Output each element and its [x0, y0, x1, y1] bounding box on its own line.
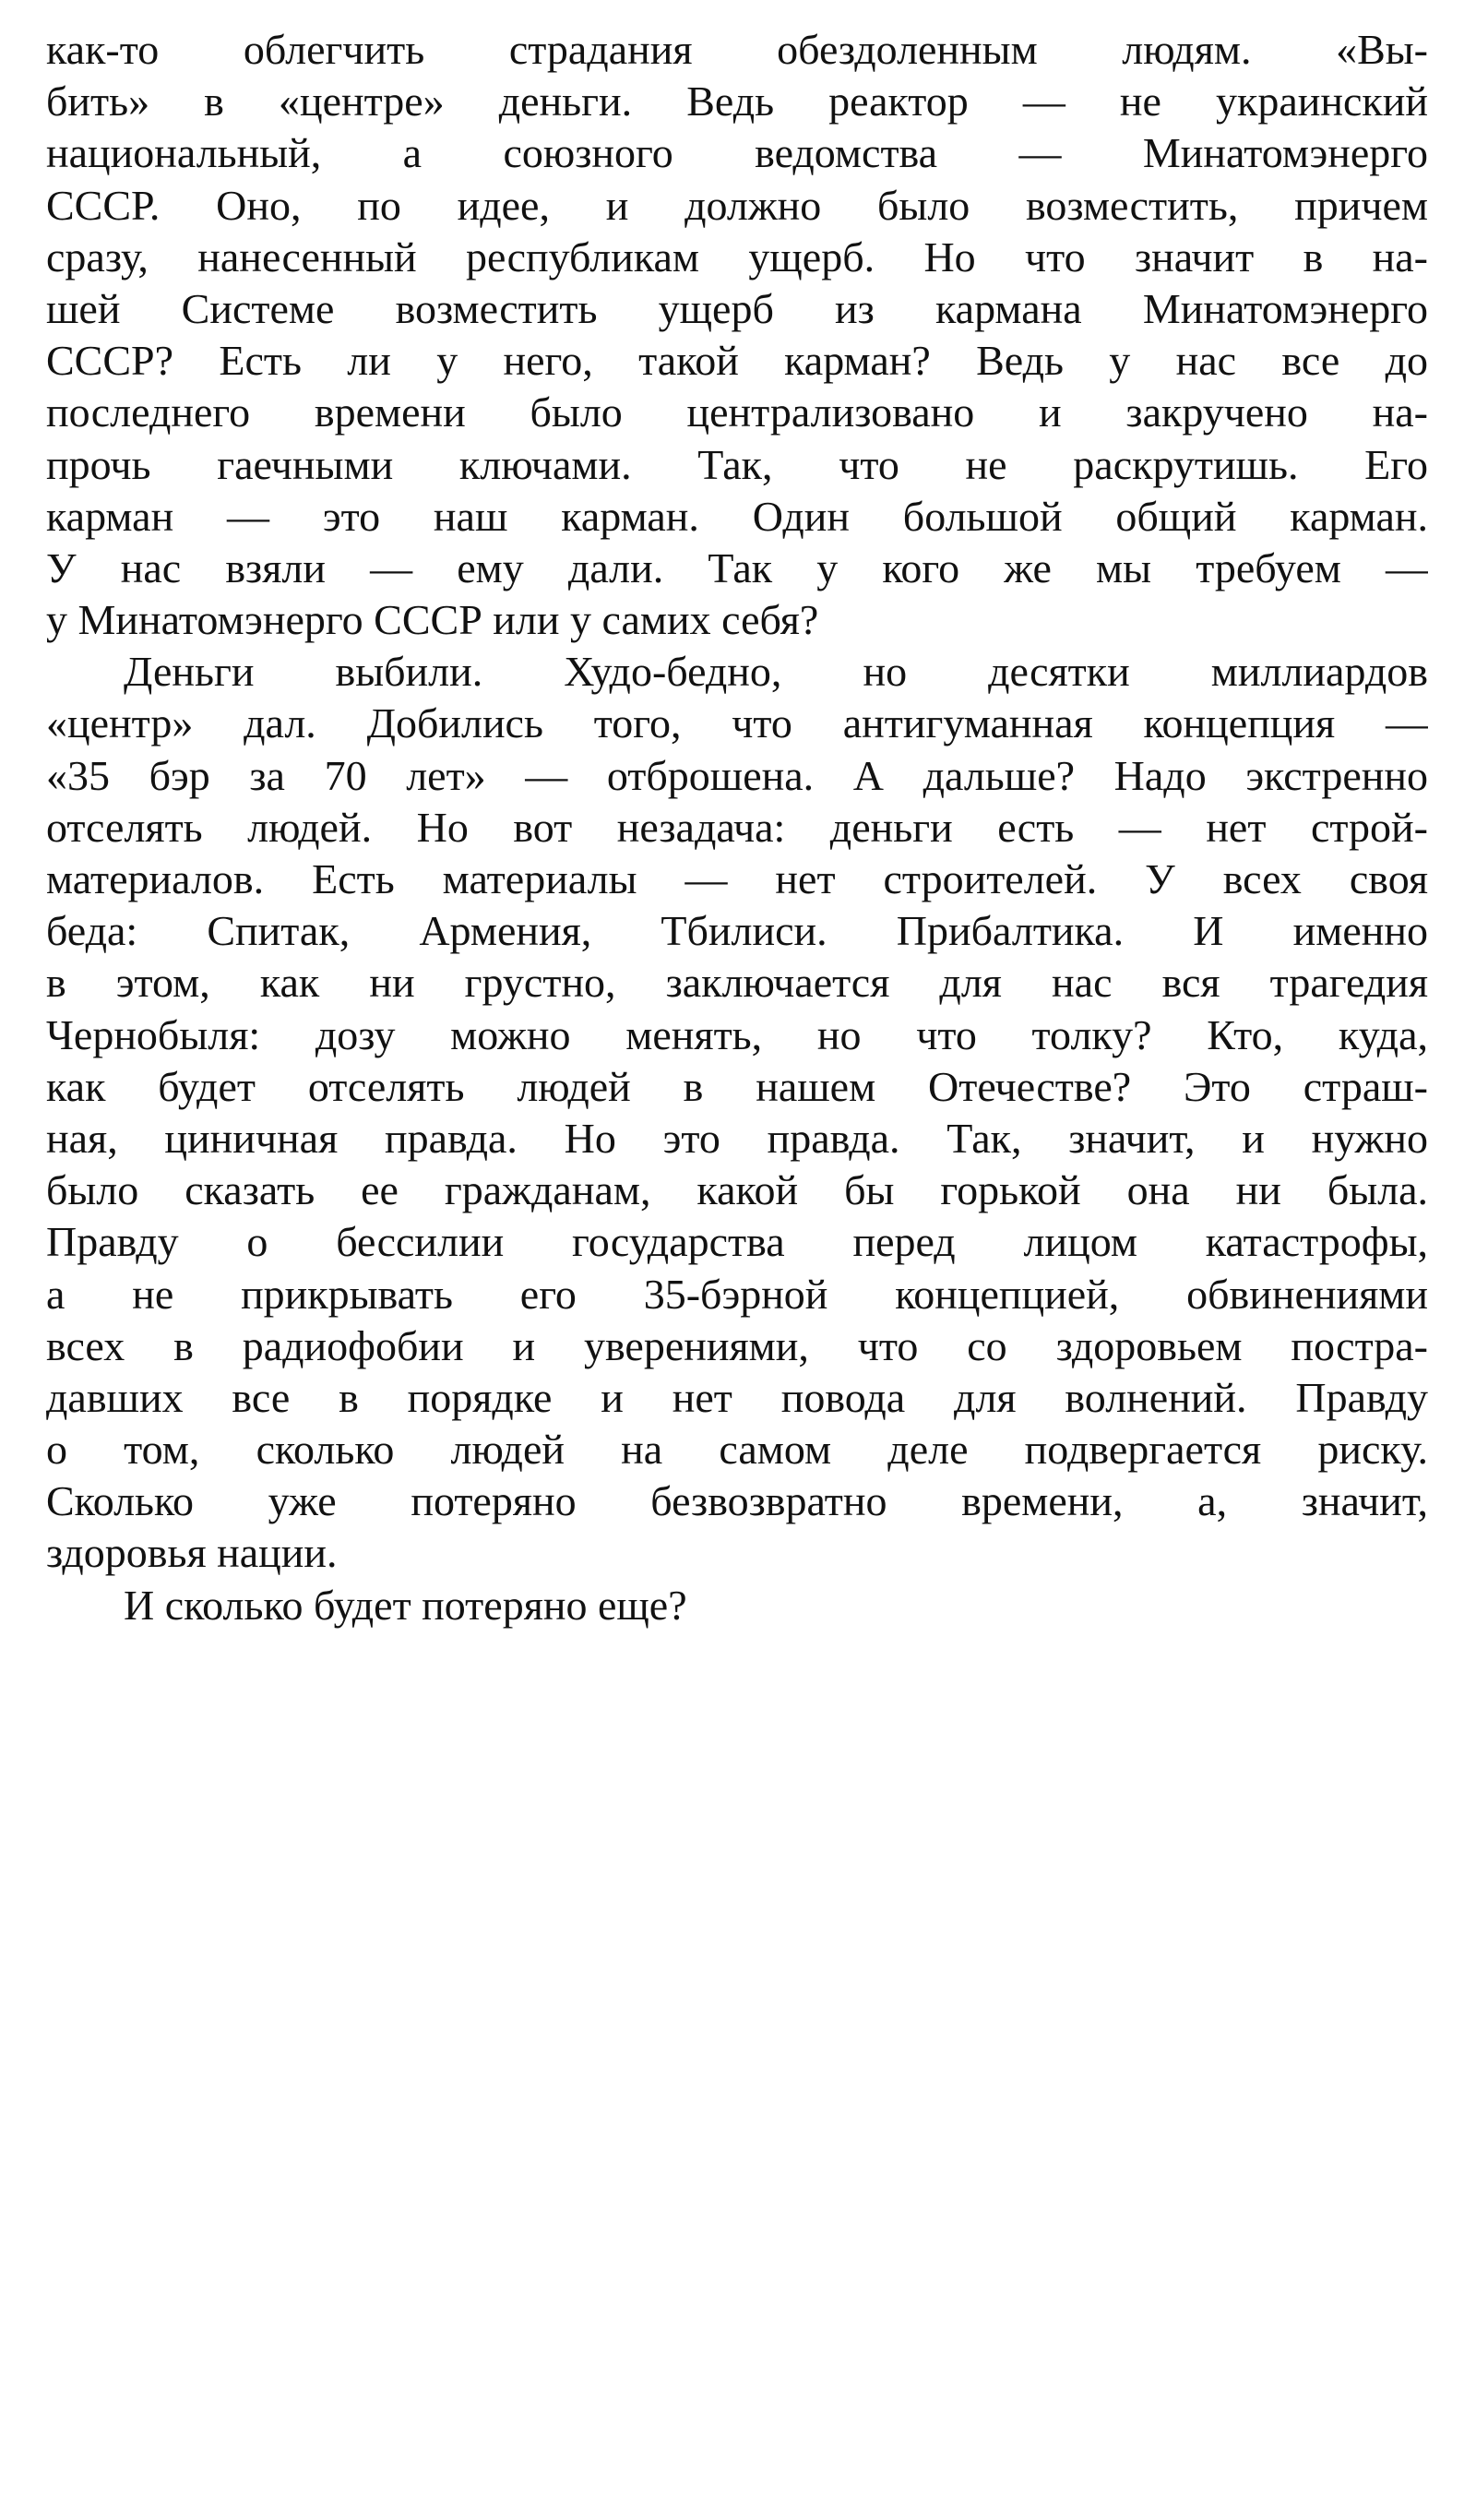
text-line: давших все в порядке и нет повода для волнений. Правду [46, 1373, 1428, 1421]
text-line: СССР? Есть ли у него, такой карман? Ведь у нас все до [46, 337, 1428, 385]
text-line: было сказать ее гражданам, какой бы горькой она ни была. [46, 1166, 1428, 1214]
text-line: последнего времени было централизовано и закручено на- [46, 388, 1428, 436]
text-line: Правду о бессилии государства перед лицом катастрофы, [46, 1218, 1428, 1266]
text-line: здоровья нации. [46, 1529, 338, 1577]
text-line: а не прикрывать его 35-бэрной концепцией, обвинениями [46, 1270, 1428, 1318]
text-line: отселять людей. Но вот незадача: деньги есть — нет строй- [46, 803, 1428, 851]
text-line: национальный, а союзного ведомства — Минатомэнерго [46, 129, 1428, 177]
text-line: как-то облегчить страдания обездоленным людям. «Вы- [46, 26, 1428, 73]
text-line: Деньги выбили. Худо-бедно, но десятки миллиардов [124, 648, 1428, 696]
text-line: сразу, нанесенный республикам ущерб. Но что значит в на- [46, 233, 1428, 281]
text-line: бить» в «центре» деньги. Ведь реактор — не украинский [46, 78, 1428, 125]
text-line: всех в радиофобии и уверениями, что со здоровьем постра- [46, 1321, 1428, 1369]
text-line: в этом, как ни грустно, заключается для нас вся трагедия [46, 959, 1428, 1007]
text-line: Сколько уже потеряно безвозвратно времени, а, значит, [46, 1477, 1428, 1525]
text-line: о том, сколько людей на самом деле подвергается риску. [46, 1426, 1428, 1474]
text-line: прочь гаечными ключами. Так, что не раскрутишь. Его [46, 440, 1428, 488]
text-line: карман — это наш карман. Один большой общий карман. [46, 492, 1428, 540]
text-line: беда: Спитак, Армения, Тбилиси. Прибалтика. И именно [46, 907, 1428, 955]
text-line: СССР. Оно, по идее, и должно было возместить, причем [46, 181, 1428, 229]
text-line: «центр» дал. Добились того, что антигуманная концепция — [46, 699, 1428, 747]
body-text [46, 24, 1428, 1631]
text-line: у Минатомэнерго СССР или у самих себя? [46, 596, 819, 644]
paragraph-2 [46, 646, 1428, 1579]
text-line: Чернобыля: дозу можно менять, но что толку? Кто, куда, [46, 1010, 1428, 1058]
text-line: шей Системе возместить ущерб из кармана Минатомэнерго [46, 284, 1428, 332]
text-line: И сколько будет потеряно еще? [124, 1581, 687, 1629]
text-line: «35 бэр за 70 лет» — отброшена. А дальше? Надо экстренно [46, 751, 1428, 799]
paragraph-1 [46, 24, 1428, 646]
text-line: как будет отселять людей в нашем Отечестве? Это страш- [46, 1062, 1428, 1110]
paragraph-3 [46, 1580, 1428, 1631]
text-line: ная, циничная правда. Но это правда. Так, значит, и нужно [46, 1114, 1428, 1162]
text-line: материалов. Есть материалы — нет строителей. У всех своя [46, 855, 1428, 902]
text-line: У нас взяли — ему дали. Так у кого же мы требуем — [46, 543, 1428, 591]
